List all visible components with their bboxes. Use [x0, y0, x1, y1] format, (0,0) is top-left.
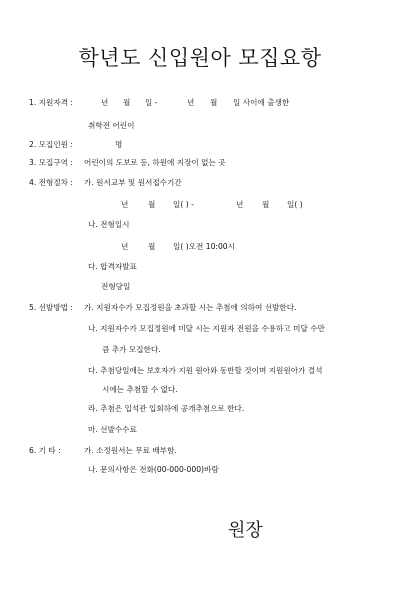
- qualification-day-2: 일 사이에 출생한: [233, 98, 290, 107]
- selection-na-2: 큼 추가 모집한다.: [102, 345, 161, 354]
- selection-label: 5. 선발방법 :: [29, 303, 73, 312]
- selection-ra: 라. 추첨은 입석관 입회하에 공개추첨으로 한다.: [88, 404, 245, 413]
- procedure-ga-year-1: 년: [121, 200, 129, 209]
- qualification-line-2: 취학전 어린이: [88, 121, 135, 130]
- procedure-ga-month-1: 월: [148, 200, 156, 209]
- qualification-year-2: 년: [187, 98, 195, 107]
- procedure-label: 4. 전형절차 :: [29, 178, 73, 187]
- selection-ma: 마. 선발수수료: [88, 425, 137, 434]
- selection-da-2: 시에는 추첨할 수 없다.: [102, 385, 178, 394]
- procedure-na-month: 월: [148, 242, 156, 251]
- qualification-month-2: 월: [210, 98, 218, 107]
- procedure-ga-month-2: 월: [262, 200, 270, 209]
- etc-ga: 가. 소정원서는 무료 배부함.: [84, 446, 177, 455]
- procedure-ga: 가. 원서교부 및 원서접수기간: [84, 178, 182, 187]
- procedure-na-year: 년: [121, 242, 129, 251]
- etc-label: 6. 기 타 :: [29, 446, 61, 455]
- procedure-da: 다. 합격자발표: [88, 262, 137, 271]
- procedure-na-day: 일( )오전 10:00시: [173, 242, 235, 251]
- quota-label: 2. 모집인원 :: [29, 140, 73, 149]
- procedure-ga-day-1: 일( ) -: [173, 200, 194, 209]
- etc-na: 나. 문의사항은 전화(00-000-000)바람: [88, 465, 219, 474]
- area-text: 어린이의 도보로 등, 하원에 지장이 없는 곳: [84, 158, 226, 167]
- procedure-da-sub: 전형당일: [101, 282, 131, 291]
- qualification-month-1: 월: [123, 98, 131, 107]
- procedure-ga-day-2: 일( ): [287, 200, 303, 209]
- qualification-label: 1. 지원자격 :: [29, 98, 73, 107]
- qualification-day-1: 일 -: [145, 98, 158, 107]
- procedure-na: 나. 전형일시: [88, 220, 130, 229]
- selection-na-1: 나. 지원자수가 모집정원에 미달 시는 지원자 전원을 수용하고 미달 수만: [88, 324, 325, 333]
- selection-da-1: 다. 추첨당일에는 보호자가 지원 원아와 동반할 것이며 지원원아가 결석: [88, 366, 323, 375]
- procedure-ga-year-2: 년: [236, 200, 244, 209]
- document-title: 학년도 신입원아 모집요항: [78, 46, 322, 70]
- selection-ga: 가. 지원자수가 모집정원을 초과할 시는 추첨에 의하여 선발한다.: [84, 303, 297, 312]
- signature-principal: 원장: [228, 520, 263, 541]
- area-label: 3. 모집구역 :: [29, 158, 73, 167]
- quota-unit: 명: [115, 140, 123, 149]
- qualification-year-1: 년: [101, 98, 109, 107]
